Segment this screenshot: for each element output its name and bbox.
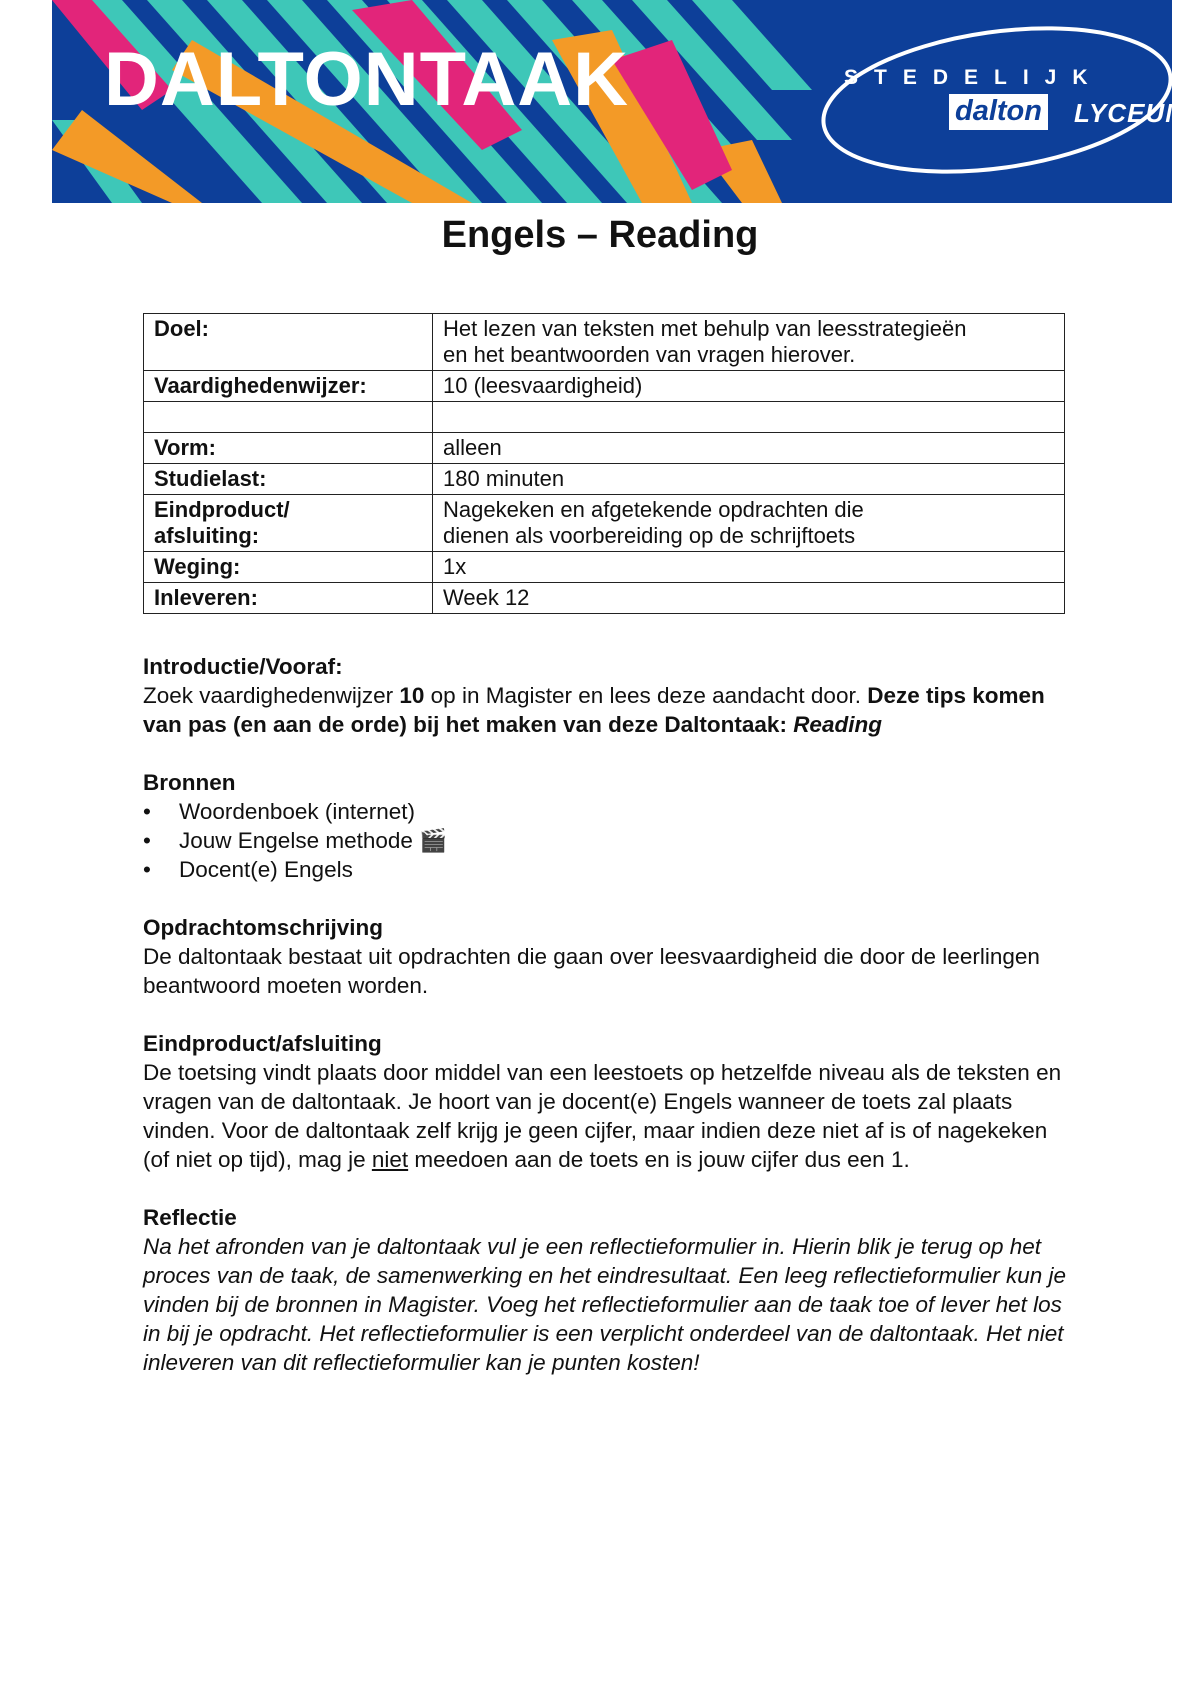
eindproduct-section: [143, 1029, 1073, 1174]
reflectie-text: Na het afronden van je daltontaak vul je een reflectieformulier in. Hierin blik je terug op het proces van de taak, de samenwerking en het eindresultaat. Een leeg reflectieformulier kun je vinden bij de bronnen in Magister. Voeg het reflectieformulier aan de taak toe of lever het los in bij je opdracht. Het reflectieformulier is een verplicht onderdeel van de daltontaak. Het niet inleveren van dit reflectieformulier kan je punten kosten!: [143, 1234, 1067, 1375]
row-value: [433, 495, 1065, 552]
row-value-line: en het beantwoorden van vragen hierover.: [443, 342, 856, 367]
row-value-line: Het lezen van teksten met behulp van leesstrategieën: [443, 316, 967, 341]
row-label: Studielast:: [144, 464, 433, 495]
bronnen-list: [143, 797, 1073, 884]
eindproduct-heading: Eindproduct/afsluiting: [143, 1031, 382, 1056]
row-label: [144, 495, 433, 552]
table-row: [144, 552, 1065, 583]
table-row: [144, 464, 1065, 495]
row-value: 10 (leesvaardigheid): [433, 371, 1065, 402]
table-row: [144, 371, 1065, 402]
intro-text: [143, 681, 1073, 739]
row-label: Weging:: [144, 552, 433, 583]
intro-text-part: op in Magister en lees deze aandacht door.: [424, 683, 868, 708]
row-label-line: Eindproduct/: [154, 497, 290, 522]
opdracht-heading: Opdrachtomschrijving: [143, 915, 384, 940]
row-value-line: dienen als voorbereiding op de schrijftoets: [443, 523, 856, 548]
table-row: [144, 433, 1065, 464]
intro-section: [143, 652, 1073, 739]
intro-heading: Introductie/Vooraf:: [143, 654, 343, 679]
logo-stedelijk: STEDELIJK: [844, 66, 1104, 89]
row-label: [144, 402, 433, 433]
logo-lyceum: LYCEUM: [1074, 98, 1188, 128]
row-value: 180 minuten: [433, 464, 1065, 495]
eindproduct-text-part: meedoen aan de toets en is jouw cijfer dus een 1.: [408, 1147, 910, 1172]
row-value: alleen: [433, 433, 1065, 464]
opdracht-text: De daltontaak bestaat uit opdrachten die gaan over leesvaardigheid die door de leerlingen beantwoord moeten worden.: [143, 944, 1040, 998]
row-value-line: Nagekeken en afgetekende opdrachten die: [443, 497, 864, 522]
table-row: [144, 495, 1065, 552]
intro-number: 10: [399, 683, 425, 708]
row-label: Doel:: [144, 314, 433, 371]
row-value: 1x: [433, 552, 1065, 583]
intro-reading: Reading: [793, 712, 882, 737]
logo-dalton: dalton: [949, 94, 1048, 130]
bronnen-heading: Bronnen: [143, 770, 236, 795]
row-label: Vaardighedenwijzer:: [144, 371, 433, 402]
table-row: [144, 402, 1065, 433]
info-table: [143, 313, 1065, 614]
banner-title: DALTONTAAK: [104, 37, 630, 122]
intro-tip: Deze tips komen van pas (en aan de orde) bij het maken van deze Daltontaak:: [143, 683, 1045, 737]
list-item: • Woordenboek (internet): [143, 797, 1073, 826]
header-banner: [52, 0, 1188, 203]
list-item: • Docent(e) Engels: [143, 855, 1073, 884]
clapperboard-icon: 🎬: [419, 828, 448, 853]
page-title: Engels – Reading: [441, 214, 759, 256]
list-item-text: Jouw Engelse methode: [179, 828, 413, 853]
document-body: [143, 652, 1073, 1377]
row-value: Week 12: [433, 583, 1065, 614]
reflectie-section: [143, 1203, 1073, 1377]
reflectie-heading: Reflectie: [143, 1205, 237, 1230]
table-row: [144, 314, 1065, 371]
row-label: Vorm:: [144, 433, 433, 464]
row-label: Inleveren:: [144, 583, 433, 614]
table-row: [144, 583, 1065, 614]
row-value: [433, 402, 1065, 433]
eindproduct-text-part: De toetsing vindt plaats door middel van een leestoets op hetzelfde niveau als de teksten en vragen van de daltontaak. Je hoort van je docent(e) Engels wanneer de toets zal plaats vinden. Voor de daltontaak zelf krijg je geen cijfer, maar indien deze niet af is of nagekeken (of niet op tijd), mag je: [143, 1060, 1062, 1172]
row-value: [433, 314, 1065, 371]
bronnen-section: [143, 768, 1073, 884]
opdracht-section: [143, 913, 1073, 1000]
eindproduct-underlined: niet: [371, 1147, 409, 1172]
list-item: [143, 826, 1073, 855]
row-label-line: afsluiting:: [154, 523, 260, 548]
eindproduct-text: [143, 1058, 1073, 1174]
intro-text-part: Zoek vaardighedenwijzer: [143, 683, 400, 708]
